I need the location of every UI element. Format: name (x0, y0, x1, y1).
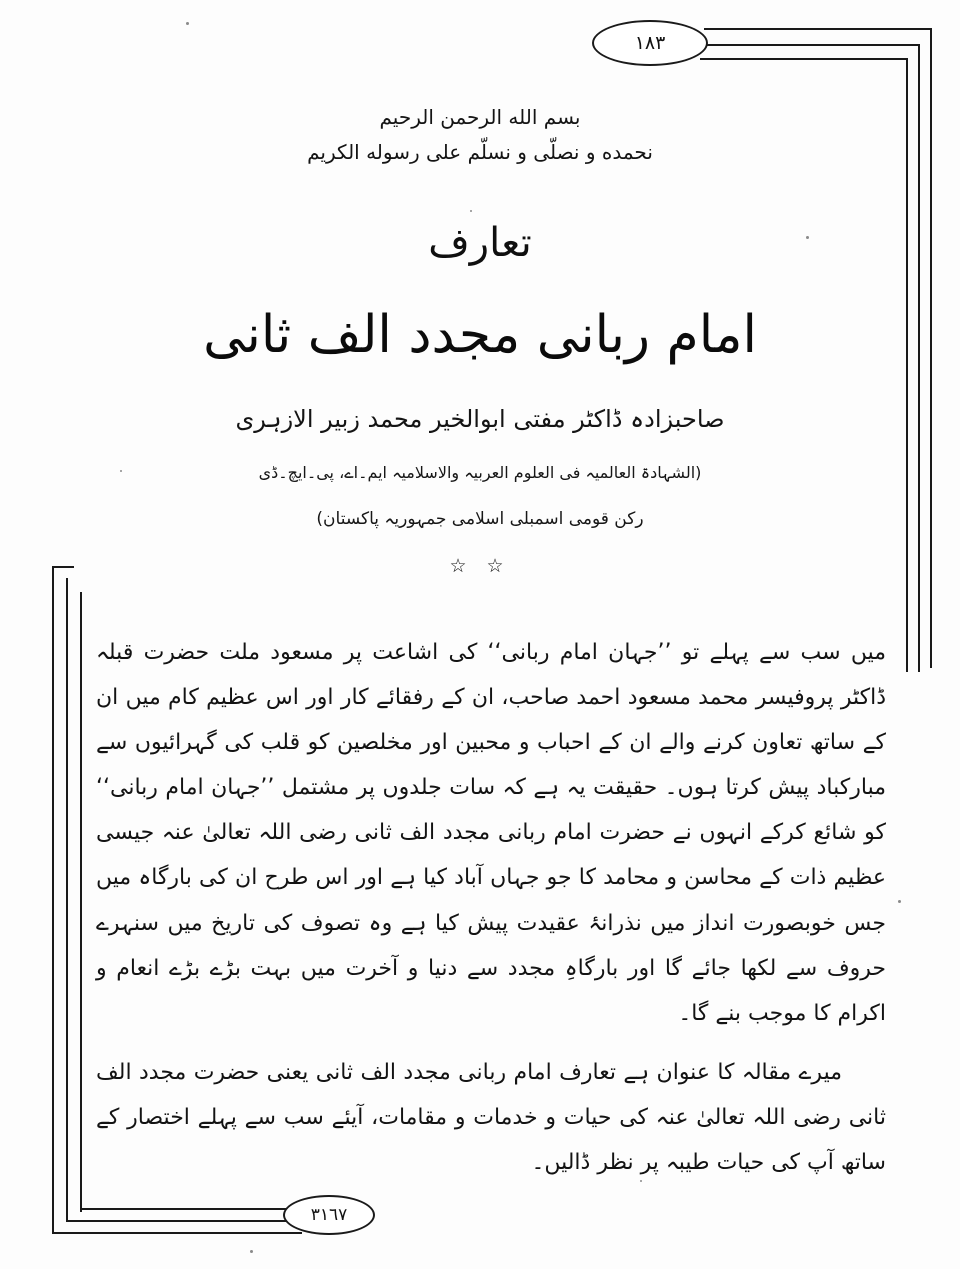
author-name: صاحبزادہ ڈاکٹر مفتی ابوالخیر محمد زبیر الازہری (235, 405, 725, 433)
scan-speck (470, 210, 472, 212)
frame-rule-bottom-third (80, 1208, 288, 1210)
body-paragraph-2: میرے مقالہ کا عنوان ہے تعارف امام ربانی مجدد الف ثانی یعنی حضرت مجدد الف ثانی رضی اللہ تعالیٰ عنہ کی حیات و خدمات و مقامات، آیئے سب سے پہلے اختصار کے ساتھ آپ کی حیات طیبہ پر نظر ڈالیں۔ (96, 1059, 886, 1176)
frame-rule-left-inner (66, 578, 68, 1222)
scan-speck (640, 1180, 642, 1182)
frame-rule-bottom-inner (66, 1220, 296, 1222)
ornament-stars: ☆ ☆ (449, 555, 511, 577)
frame-rule-top-outer (704, 28, 932, 30)
page-number-bottom-value: ٣١٦٧ (310, 1205, 348, 1225)
body-paragraph-1: میں سب سے پہلے تو ’’جہان امام ربانی‘‘ کی اشاعت پر مسعود ملت حضرت قبلہ ڈاکٹر پروفیسر محمد مسعود احمد صاحب، ان کے رفقائے کار اور اس عظیم کام میں ان کے ساتھ تعاون کرنے والے ان کے احباب و محبین اور مخلصین کو قلب کی گہرائیوں سے مبارکباد پیش کرتا ہوں۔ حقیقت یہ ہے کہ سات جلدوں پر مشتمل ’’جہان امام ربانی‘‘ کو شائع کرکے انہوں نے حضرت امام ربانی مجدد الف ثانی رضی اللہ تعالیٰ عنہ جیسی عظیم ذات کے محاسن و محامد کا جو جہاں آباد کیا ہے اور اس طرح ان کی بارگاہ میں جس خوبصورت انداز میں نذرانۂ عقیدت پیش کیا ہے وہ تصوف کی تاریخ میں سنہرے حروف سے لکھا جائے گا اور بارگاہِ مجدد سے دنیا و آخرت میں بہت بڑے بڑے انعام و اکرام کا موجب بنے گا۔ (96, 640, 886, 1026)
frame-rule-top-third (700, 58, 908, 60)
basmala-line-1: بسم الله الرحمن الرحيم (379, 105, 581, 129)
page-number-top (592, 20, 708, 66)
scan-speck (250, 1250, 253, 1253)
basmala-line-2: نحمده و نصلّى و نسلّم على رسوله الكريم (307, 140, 653, 164)
scan-speck (806, 236, 809, 239)
section-kicker: تعارف (428, 220, 532, 266)
frame-rule-left-third (80, 592, 82, 1212)
page-title: امام ربانی مجدد الف ثانی (203, 305, 757, 365)
author-credential: (الشہادۃ العالمیہ فی العلوم العربیہ والاسلامیہ ایم۔اے، پی۔ایچ۔ڈی (258, 463, 702, 482)
scan-speck (120, 470, 122, 472)
frame-rule-top-inner (694, 44, 920, 46)
frame-rule-left-outer (52, 566, 54, 1234)
scan-speck (186, 22, 189, 25)
page-number-bottom (283, 1195, 375, 1235)
body-text (96, 630, 886, 1199)
scan-speck (898, 900, 901, 903)
basmala-block (0, 100, 960, 170)
page-number-top-value: ١٨٣ (634, 32, 666, 54)
frame-rule-bottom-outer (52, 1232, 302, 1234)
author-affiliation: رکن قومی اسمبلی اسلامی جمہوریہ پاکستان) (316, 509, 644, 529)
